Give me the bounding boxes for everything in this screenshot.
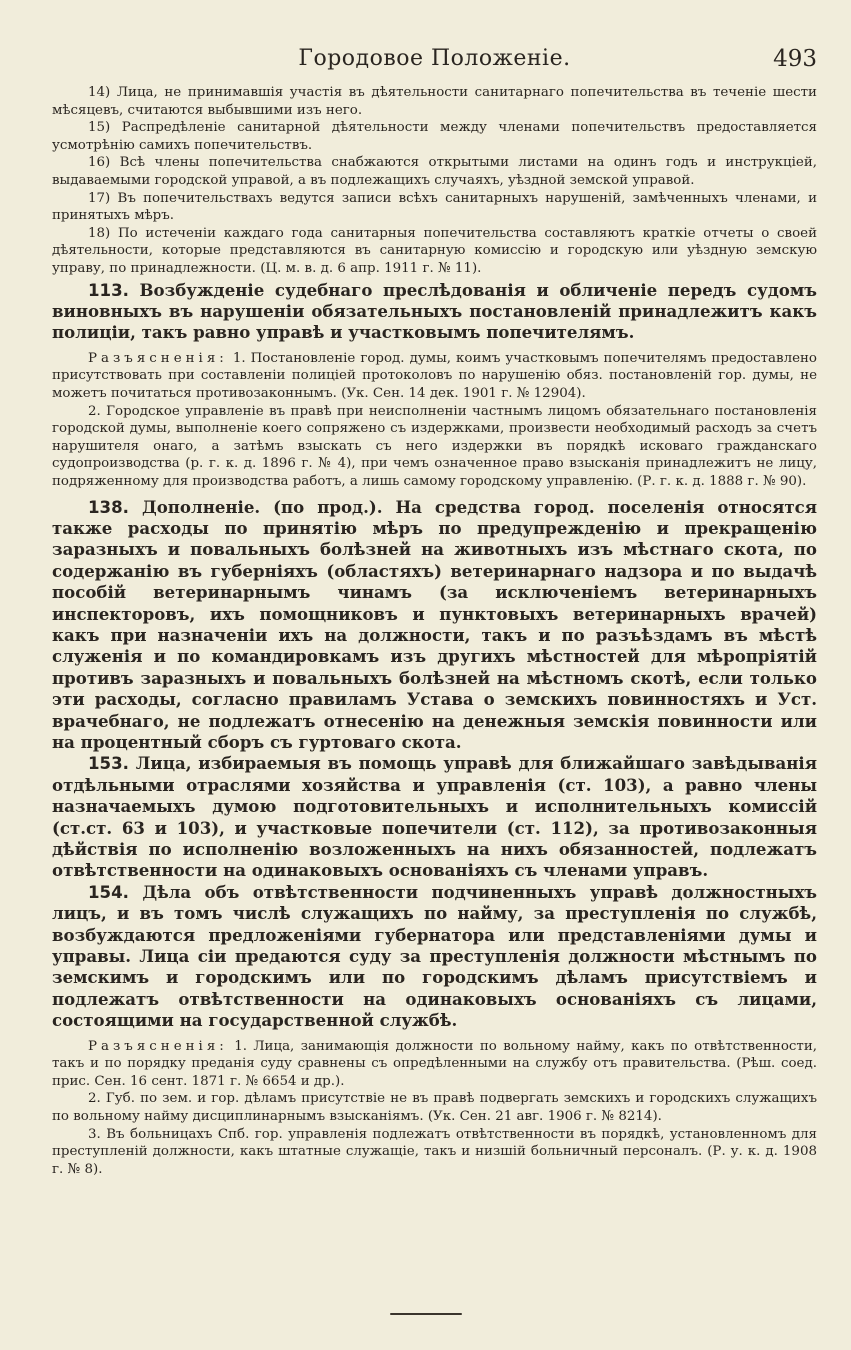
note-14: 14) Лица, не принимавшія участія въ дѣятельности санитарнаго попечительства въ теченіе шести мѣсяцевъ, считаются выбывшими изъ него. — [52, 85, 817, 118]
page-number: 493 — [773, 46, 817, 72]
note-18: 18) По истеченіи каждаго года санитарныя попечительства составляютъ краткіе отчеты о своей дѣятельности, которые представляются въ санитарную комиссію и городскую или уѣздную земскую управу, по принадлежности. (Ц. м. в. д. 6 апр. 1911 г. № 11). — [52, 225, 817, 276]
explanation-3: 3. Въ больницахъ Спб. гор. управленія подлежатъ отвѣтственности въ порядкѣ, установленномъ для преступленій должности, какъ штатные служащіе, такъ и низшій больничный персоналъ. (Р. у. к. д. 1908 г. № 8). — [52, 1126, 817, 1177]
explanation-1: 1. Постановленіе город. думы, коимъ участковымъ попечителямъ предоставлено присутствовать при составленіи полиціей протоколовъ по нарушенію обяз. постановленій гор. думы, не можетъ почитаться противозаконнымъ. (Ук. Сен. 14 дек. 1901 г. № 12904). — [52, 350, 817, 401]
article-text: Дѣла объ отвѣтственности подчиненныхъ управѣ должностныхъ лицъ, и въ томъ числѣ служащихъ по найму, за преступленія по службѣ, возбуждаются предложеніями губернатора или представленіями думы и управы. Лица сіи предаются суду за преступленія должности мѣстнымъ по земскимъ и городскимъ или по городскимъ дѣламъ присутствіемъ и подлежатъ отвѣтственности на одинаковыхъ основаніяхъ съ лицами, состоящими на государственной службѣ. — [52, 881, 818, 1031]
explanations-154 — [52, 1038, 817, 1179]
article-number: 154. — [88, 882, 129, 902]
explanation-2: 2. Губ. по зем. и гор. дѣламъ присутствіе не въ правѣ подвергать земскихъ и городскихъ служащихъ по вольному найму дисциплинарнымъ взысканіямъ. (Ук. Сен. 21 авг. 1906 г. № 8214). — [52, 1091, 817, 1125]
explanations-label: Разъясненія: — [88, 350, 228, 366]
explanation-1: 1. Лица, занимающія должности по вольному найму, какъ по отвѣтственности, такъ и по порядку преданія суду сравнены съ опредѣленными на службу отъ правительства. (Рѣш. соед. прис. Сен. 16 сент. 1871 г. № 6654 и др.). — [52, 1038, 817, 1089]
article-text: Дополненіе. (по прод.). На средства город. поселенія относятся также расходы по принятію мѣръ по предупрежденію и прекращенію заразныхъ и повальныхъ болѣзней на животныхъ изъ мѣстнаго скота, по содержанію въ губерніяхъ (областяхъ) ветеринарнаго надзора и по выдачѣ пособій ветеринарнымъ чинамъ (за исключеніемъ ветеринарныхъ инспекторовъ, ихъ помощниковъ и пунктовыхъ ветеринарныхъ врачей) какъ при назначеніи ихъ на должности, такъ и по разъѣздамъ въ мѣстѣ служенія и по командировкамъ изъ другихъ мѣстностей для мѣропріятій противъ заразныхъ и повальныхъ болѣзней на мѣстномъ скотѣ, если только эти расходы, согласно правиламъ Устава о земскихъ повинностяхъ и Уст. врачебнаго, не подлежатъ отнесенію на денежныя земскія повинности или на процентный сборъ съ гуртоваго скота. — [52, 496, 817, 752]
article-number: 113. — [88, 280, 129, 300]
article-text: Возбужденіе судебнаго преслѣдованія и обличеніе передъ судомъ виновныхъ въ нарушеніи обязательныхъ постановленій принадлежитъ какъ полиціи, такъ равно управѣ и участковымъ попечителямъ. — [52, 279, 817, 343]
article-number: 153. — [88, 754, 129, 774]
articles-main — [52, 497, 817, 1032]
article-number: 138. — [88, 497, 129, 517]
article-113 — [52, 280, 817, 344]
running-title: Городовое Положеніе. — [298, 46, 571, 71]
explanations-label: Разъясненія: — [88, 1038, 228, 1054]
notes-top — [52, 84, 817, 278]
note-15: 15) Распредѣленіе санитарной дѣятельности между членами попечительствъ предоставляется усмотрѣнію самихъ попечительствъ. — [52, 120, 817, 153]
explanation-2: 2. Городское управленіе въ правѣ при неисполненіи частнымъ лицомъ обязательнаго постановленія городской думы, выполненіе коего сопряжено съ издержками, произвести необходимый расходъ за счетъ нарушителя онаго, а затѣмъ взыскать съ него издержки въ порядкѣ исковаго гражданскаго судопроизводства (р. г. к. д. 1896 г. № 4), при чемъ означенное право взысканія принадлежитъ не лицу, подряженному для производства работъ, а лишь самому городскому управленію. (Р. г. к. д. 1888 г. № 90). — [52, 403, 817, 489]
note-17: 17) Въ попечительствахъ ведутся записи всѣхъ санитарныхъ нарушеній, замѣченныхъ членами, и принятыхъ мѣръ. — [52, 190, 817, 224]
page-header — [52, 44, 817, 84]
article-text: Лица, избираемыя въ помощь управѣ для ближайшаго завѣдыванія отдѣльными отраслями хозяйства и управленія (ст. 103), а равно члены назначаемыхъ думою подготовительныхъ и исполнительныхъ комиссій (ст.ст. 63 и 103), и участковые попечители (ст. 112), за противозаконныя дѣйствія по исполненію возложенныхъ на нихъ обязанностей, подлежатъ отвѣтственности на одинаковыхъ основаніяхъ съ членами управъ. — [52, 753, 817, 881]
note-16: 16) Всѣ члены попечительства снабжаются открытыми листами на одинъ годъ и инструкціей, выдаваемыми городской управой, а въ подлежащихъ случаяхъ, уѣздной земской управой. — [52, 155, 817, 188]
end-rule — [390, 1313, 462, 1315]
explanations-113 — [52, 350, 817, 491]
